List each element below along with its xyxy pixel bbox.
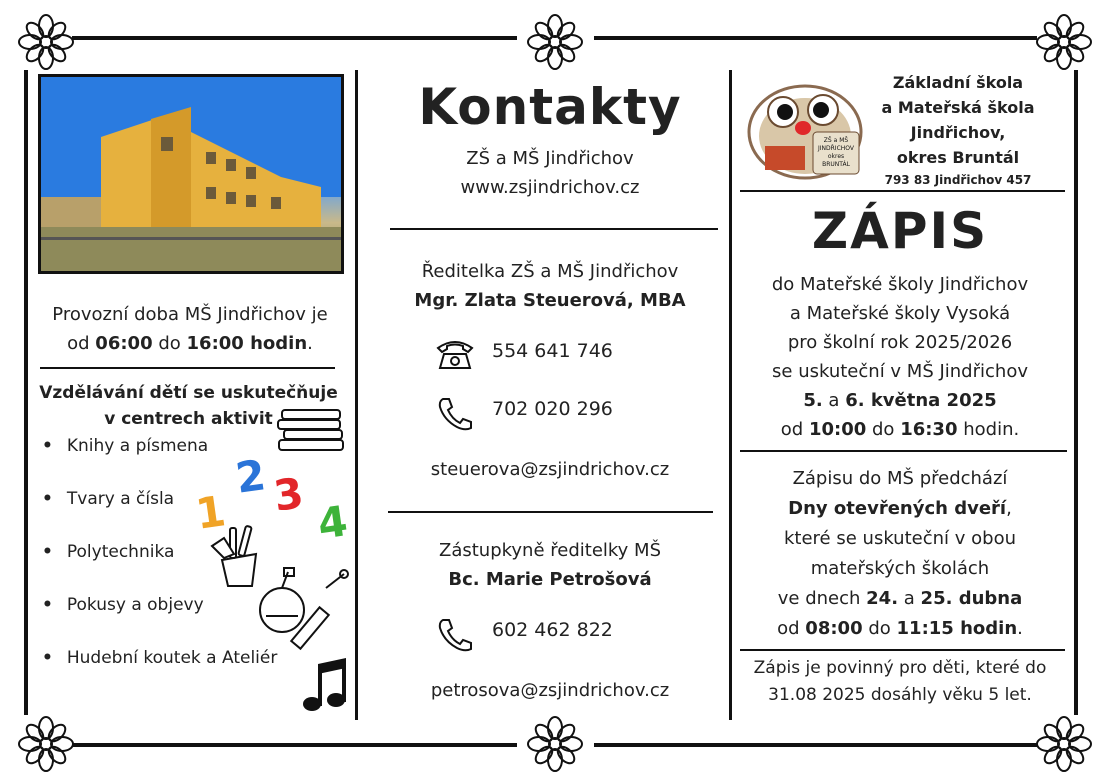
opening-hours-line1: Provozní doba MŠ Jindřichov je — [52, 304, 328, 325]
divider-left-column — [355, 70, 358, 720]
owl-logo — [745, 76, 865, 180]
frame-right — [1074, 70, 1078, 715]
phone-row[interactable] — [435, 338, 613, 375]
phone-number[interactable]: 602 462 822 — [492, 619, 613, 641]
enrollment-line: do Mateřské školy Jindřichov — [771, 274, 1029, 295]
director-block — [370, 257, 730, 315]
phone-row[interactable] — [435, 396, 613, 437]
number-4: 4 — [314, 496, 351, 549]
open-days-info — [735, 464, 1065, 644]
deputy-name: Bc. Marie Petrošová — [448, 569, 652, 590]
school-name: ZŠ a MŠ Jindřichov — [466, 148, 634, 169]
enrollment-title: ZÁPIS — [811, 202, 989, 260]
deputy-block — [370, 536, 730, 594]
number-3: 3 — [270, 468, 307, 521]
divider — [740, 190, 1065, 192]
telephone-icon — [435, 338, 475, 370]
contacts-title: Kontakty — [418, 78, 682, 136]
mandatory-line: 31.08 2025 dosáhly věku 5 let. — [768, 685, 1032, 705]
email-link[interactable]: petrosova@zsjindrichov.cz — [430, 680, 670, 701]
school-address-block — [868, 70, 1048, 190]
deputy-role: Zástupkyně ředitelky MŠ — [438, 540, 662, 561]
frame-left — [24, 70, 28, 715]
school-building-photo — [38, 74, 344, 274]
flower-icon — [527, 14, 583, 70]
logo-text: okres — [827, 153, 845, 160]
number-1: 1 — [192, 486, 229, 539]
opening-hours — [40, 300, 340, 358]
activity-item: • Polytechnika — [42, 542, 174, 562]
number-2: 2 — [232, 450, 269, 503]
enrollment-line: pro školní rok 2025/2026 — [787, 332, 1013, 353]
phone-row[interactable] — [435, 617, 613, 658]
phone-icon — [435, 617, 475, 653]
open-days-time: od 08:00 do 11:15 hodin. — [777, 618, 1023, 639]
logo-text: ZŠ a MŠ — [823, 137, 849, 144]
school-line: Jindřichov, — [910, 123, 1006, 142]
flower-icon — [1036, 716, 1092, 772]
activity-item: • Knihy a písmena — [42, 436, 208, 456]
activity-item: • Hudební koutek a Ateliér — [42, 648, 277, 668]
divider — [740, 450, 1067, 452]
activities-heading-line2: v centrech aktivit — [104, 409, 273, 429]
contacts-header — [370, 144, 730, 202]
frame-top-left — [72, 36, 517, 40]
frame-top-right — [594, 36, 1037, 40]
director-name: Mgr. Zlata Steuerová, MBA — [414, 290, 686, 311]
flask-icon — [254, 566, 350, 656]
phone-number[interactable]: 554 641 746 — [492, 340, 613, 362]
frame-bottom-left — [72, 743, 517, 747]
school-line: a Mateřská škola — [881, 98, 1035, 117]
activity-item: • Pokusy a objevy — [42, 595, 204, 615]
activities-heading-line1: Vzdělávání dětí se uskutečňuje — [39, 383, 338, 403]
enrollment-time: od 10:00 do 16:30 hodin. — [780, 419, 1020, 440]
frame-bottom-right — [594, 743, 1037, 747]
school-line: Základní škola — [892, 73, 1024, 92]
logo-text: BRUNTÁL — [822, 161, 850, 168]
logo-text: JINDŘICHOV — [817, 145, 855, 152]
email-link[interactable]: steuerova@zsjindrichov.cz — [430, 459, 670, 480]
enrollment-info — [735, 270, 1065, 444]
school-line: okres Bruntál — [896, 148, 1020, 167]
phone-icon — [435, 396, 475, 432]
enrollment-line: se uskuteční v MŠ Jindřichov — [772, 361, 1028, 382]
enrollment-dates: 5. a 6. května 2025 — [803, 390, 997, 411]
open-days-line: mateřských školách — [810, 558, 990, 579]
mandatory-line: Zápis je povinný pro děti, které do — [753, 658, 1047, 678]
opening-hours-line2: od 06:00 do 16:00 hodin. — [67, 333, 313, 354]
divider — [740, 649, 1065, 651]
divider — [388, 511, 713, 513]
divider — [390, 228, 718, 230]
flower-icon — [1036, 14, 1092, 70]
books-icon — [276, 406, 350, 458]
mandatory-note — [733, 655, 1067, 709]
flower-icon — [18, 14, 74, 70]
flower-icon — [18, 716, 74, 772]
open-days-dates: ve dnech 24. a 25. dubna — [777, 588, 1023, 609]
school-address: 793 83 Jindřichov 457 — [884, 173, 1032, 187]
website-link[interactable]: www.zsjindrichov.cz — [460, 177, 640, 198]
phone-number[interactable]: 702 020 296 — [492, 398, 613, 420]
open-days-line: Zápisu do MŠ předchází — [792, 468, 1008, 489]
enrollment-line: a Mateřské školy Vysoká — [789, 303, 1011, 324]
music-note-icon — [302, 656, 348, 714]
open-days-line: které se uskuteční v obou — [784, 528, 1016, 549]
activity-item: • Tvary a čísla — [42, 489, 174, 509]
divider — [40, 367, 335, 369]
open-days-title: Dny otevřených dveří, — [788, 498, 1012, 519]
flower-icon — [527, 716, 583, 772]
director-role: Ředitelka ZŠ a MŠ Jindřichov — [421, 261, 679, 282]
